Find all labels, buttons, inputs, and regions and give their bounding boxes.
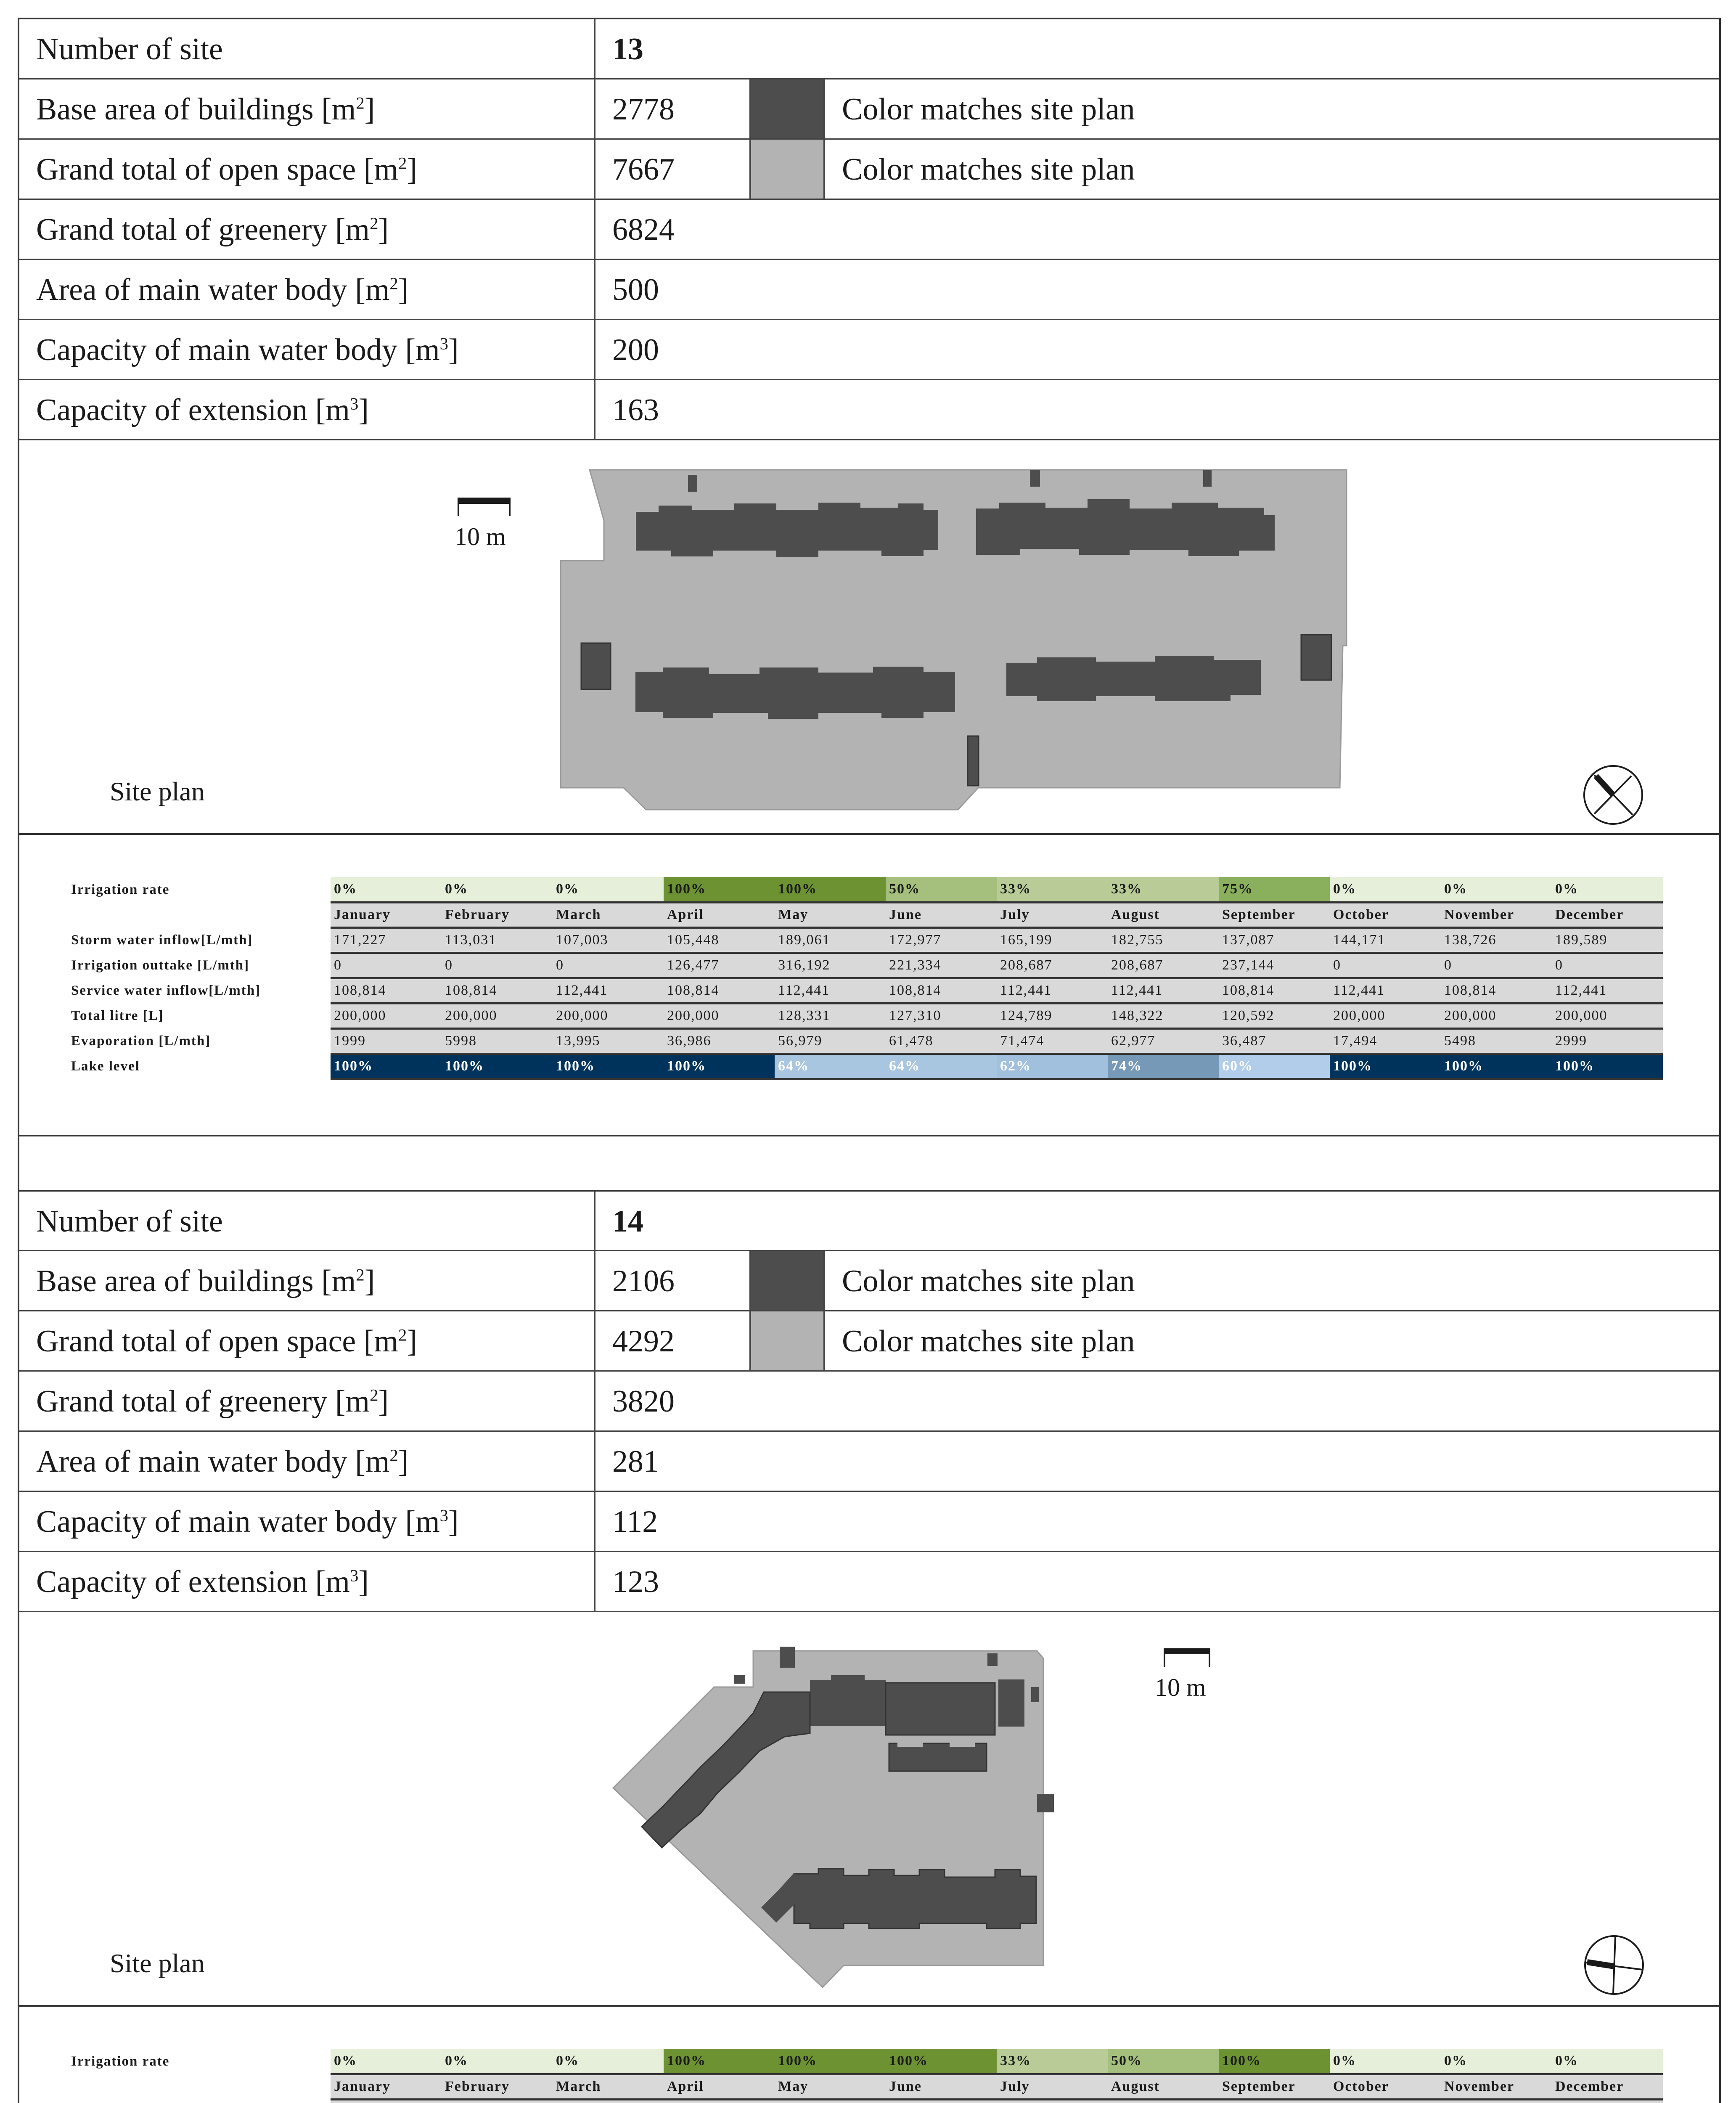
site-plan-13-drawing [19, 440, 1719, 835]
buildings-color-swatch [749, 79, 825, 138]
extension-capacity-value: 163 [612, 393, 659, 427]
building [734, 1675, 745, 1684]
extension-capacity-value: 123 [612, 1565, 659, 1599]
open-space-color-swatch [749, 1311, 825, 1370]
label-extension-capacity: Capacity of extension $[m^3]$ [36, 1565, 369, 1599]
building [886, 1683, 995, 1735]
building [1006, 656, 1261, 701]
irrigation-outtake-row: Irrigation outtake [L/mth] 0 0 0 126,477 316,192 221,334 208,687 208,687 237,144 0 0 0 [68, 953, 1663, 978]
service-water-row: Service water inflow[L/mth] 108,814 108,814 112,441 108,814 112,441 108,814 112,441 112,441 108,814 112,441 108,814 112,441 [68, 978, 1663, 1003]
row-base-area [19, 1251, 1719, 1311]
water-area-value: 281 [612, 1444, 659, 1479]
north-arrow-icon [1585, 1936, 1643, 1994]
building [889, 1743, 987, 1771]
label-base-area: Base area of buildings $[m^2]$ [36, 92, 375, 127]
row-base-area [19, 79, 1719, 140]
months-header-row: January February March April May June July August September October November December [68, 902, 1663, 927]
row-water-area [19, 1432, 1719, 1492]
building [987, 1653, 998, 1666]
building [780, 1647, 795, 1668]
label-water-area: Area of main water body $[m^2]$ [36, 1444, 409, 1479]
site-number: 13 [612, 32, 643, 66]
color-note: Color matches site plan [842, 152, 1135, 187]
building [1203, 470, 1212, 487]
row-extension-capacity [19, 380, 1719, 440]
irrigation-rate-row: Irrigation rate 0% 0% 0% 100% 100% 50% 33% 33% 75% 0% 0% 0% [68, 877, 1663, 902]
row-water-capacity [19, 320, 1719, 380]
row-water-area [19, 260, 1719, 320]
row-water-capacity [19, 1492, 1719, 1552]
total-litre-row: Total litre [L] 200,000 200,000 200,000 200,000 128,331 127,310 124,789 148,322 120,592 200,000 200,000 200,000 [68, 1003, 1663, 1028]
row-extension-capacity [19, 1552, 1719, 1612]
building [581, 643, 611, 689]
row-number-of-site [19, 1190, 1719, 1251]
scale-label: 10 m [455, 523, 506, 551]
building [1037, 1794, 1054, 1812]
row-open-space [19, 1311, 1719, 1372]
open-space-value: 4292 [612, 1324, 675, 1359]
building [968, 736, 979, 786]
building [998, 1679, 1024, 1727]
scale-bar [1164, 1648, 1210, 1654]
water-balance-table [68, 2049, 1663, 2103]
site-number: 14 [612, 1204, 643, 1239]
building [1031, 1687, 1039, 1702]
building [1030, 470, 1040, 487]
color-note: Color matches site plan [842, 1324, 1135, 1359]
irrigation-rate-row: Irrigation rate 0% 0% 0% 100% 100% 100% 33% 50% 100% 0% 0% 0% [68, 2049, 1663, 2074]
scale-bar [458, 498, 510, 504]
evaporation-row: Evaporation [L/mth] 1999 5998 13,995 36,986 56,979 61,478 71,474 62,977 36,487 17,494 5498 2999 [68, 1028, 1663, 1054]
building [636, 503, 938, 557]
page-frame [18, 18, 1721, 2103]
water-balance-table [68, 877, 1663, 1080]
base-area-value: 2106 [612, 1264, 675, 1298]
buildings-color-swatch [749, 1251, 825, 1310]
site-plan-13 [19, 440, 1719, 835]
water-table-14 [19, 2007, 1719, 2103]
site-plan-14-drawing [19, 1612, 1719, 2007]
water-capacity-value: 200 [612, 333, 659, 367]
water-capacity-value: 112 [612, 1504, 658, 1539]
north-arrow-icon [1584, 766, 1642, 824]
label-greenery: Grand total of greenery $[m^2]$ [36, 1384, 389, 1419]
months-header-row: January February March April May June July August September October November December [68, 2074, 1663, 2099]
row-greenery [19, 1372, 1719, 1432]
storm-water-row: Storm water inflow[L/mth] 171,227 113,031 107,003 105,448 189,061 172,977 165,199 182,755 137,087 144,171 138,726 189,589 [68, 927, 1663, 953]
storm-water-row [68, 2099, 1663, 2103]
open-space-color-swatch [749, 140, 825, 199]
building [976, 499, 1275, 556]
label-open-space: Grand total of open space $[m^2]$ [36, 1324, 417, 1359]
label-water-capacity: Capacity of main water body $[m^3]$ [36, 333, 459, 367]
open-space-value: 7667 [612, 152, 675, 187]
site-plan-label: Site plan [110, 1948, 205, 1978]
color-note: Color matches site plan [842, 1264, 1135, 1298]
label-water-capacity: Capacity of main water body $[m^3]$ [36, 1504, 459, 1539]
greenery-value: 6824 [612, 212, 675, 247]
color-note: Color matches site plan [842, 92, 1135, 127]
site-plan-label: Site plan [110, 776, 205, 806]
label-number-of-site: Number of site [36, 32, 223, 66]
row-number-of-site [19, 19, 1719, 79]
lake-level-row: Lake level 100% 100% 100% 100% 64% 64% 62% 74% 60% 100% 100% 100% [68, 1054, 1663, 1079]
building [810, 1675, 886, 1726]
site-plan-14 [19, 1612, 1719, 2007]
water-area-value: 500 [612, 273, 659, 307]
building [1301, 635, 1331, 680]
water-table-13 [19, 835, 1719, 1135]
label-base-area: Base area of buildings $[m^2]$ [36, 1264, 375, 1298]
section-divider [19, 1135, 1719, 1136]
building [794, 1869, 1036, 1928]
building [635, 667, 955, 719]
building [688, 475, 697, 492]
label-extension-capacity: Capacity of extension $[m^3]$ [36, 393, 369, 427]
label-greenery: Grand total of greenery $[m^2]$ [36, 212, 389, 247]
divider [594, 19, 595, 79]
greenery-value: 3820 [612, 1384, 675, 1419]
label-open-space: Grand total of open space $[m^2]$ [36, 152, 417, 187]
base-area-value: 2778 [612, 92, 675, 127]
row-open-space [19, 140, 1719, 200]
scale-label: 10 m [1155, 1674, 1206, 1701]
row-greenery [19, 200, 1719, 260]
label-water-area: Area of main water body $[m^2]$ [36, 273, 409, 307]
label-number-of-site: Number of site [36, 1204, 223, 1239]
